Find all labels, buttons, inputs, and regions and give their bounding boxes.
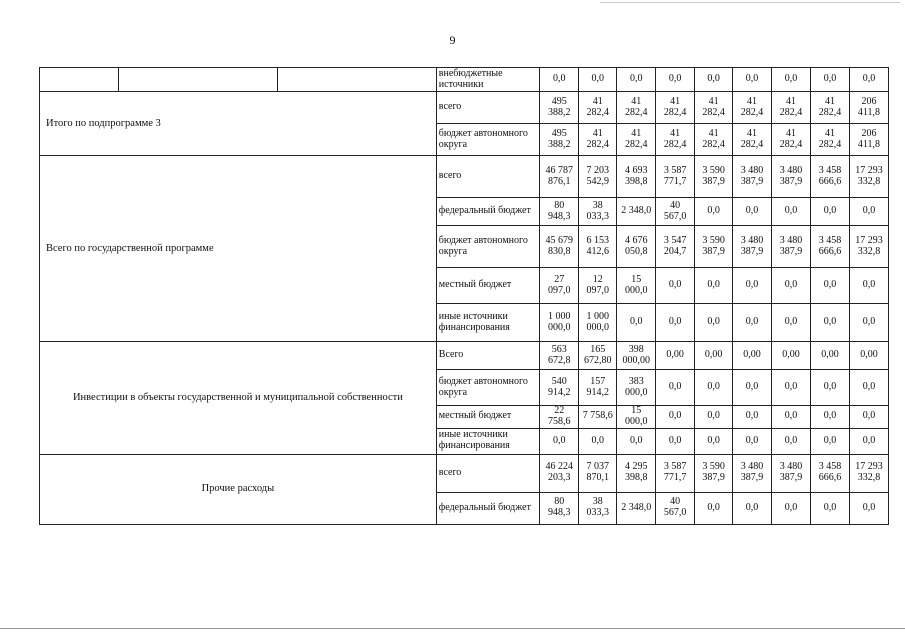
funding-source-cell: всего: [436, 454, 540, 492]
table-row: [40, 342, 889, 370]
value-cell: 0,00: [772, 342, 811, 370]
value-cell: 0,0: [733, 492, 772, 524]
page-number: 9: [449, 33, 456, 47]
value-cell: 0,0: [810, 198, 849, 226]
value-cell: 0,0: [810, 68, 849, 92]
value-cell: 6 153 412,6: [579, 226, 617, 268]
value-cell: 0,0: [656, 406, 695, 429]
value-cell: 0,0: [733, 370, 772, 406]
value-cell: 41 282,4: [617, 92, 656, 124]
value-cell: 0,0: [695, 428, 733, 454]
value-cell: 3 458 666,6: [810, 454, 849, 492]
empty-cell-3: [277, 68, 436, 92]
empty-cell-1: [40, 68, 119, 92]
value-cell: 0,0: [849, 428, 888, 454]
value-cell: 0,0: [695, 370, 733, 406]
value-cell: 0,0: [617, 428, 656, 454]
value-cell: 46 224 203,3: [540, 454, 579, 492]
value-cell: 3 480 387,9: [733, 156, 772, 198]
funding-source-cell: бюджет автономного округа: [436, 226, 540, 268]
value-cell: 41 282,4: [579, 92, 617, 124]
table-row: [40, 68, 889, 92]
value-cell: 3 480 387,9: [733, 226, 772, 268]
funding-source-cell: Всего: [436, 342, 540, 370]
value-cell: 206 411,8: [849, 92, 888, 124]
value-cell: 80 948,3: [540, 492, 579, 524]
funding-source-cell: иные источники финансирования: [436, 304, 540, 342]
value-cell: 0,0: [733, 68, 772, 92]
value-cell: 41 282,4: [733, 124, 772, 156]
value-cell: 0,0: [656, 68, 695, 92]
value-cell: 0,00: [849, 342, 888, 370]
value-cell: 0,00: [810, 342, 849, 370]
value-cell: 4 676 050,8: [617, 226, 656, 268]
funding-source-cell: федеральный бюджет: [436, 198, 540, 226]
scan-line-top: [600, 2, 900, 3]
value-cell: 15 000,0: [617, 268, 656, 304]
funding-source-cell: бюджет автономного округа: [436, 370, 540, 406]
value-cell: 0,0: [772, 304, 811, 342]
value-cell: 206 411,8: [849, 124, 888, 156]
value-cell: 540 914,2: [540, 370, 579, 406]
value-cell: 12 097,0: [579, 268, 617, 304]
value-cell: 3 590 387,9: [695, 454, 733, 492]
funding-source-cell: всего: [436, 92, 540, 124]
value-cell: 7 037 870,1: [579, 454, 617, 492]
value-cell: 0,0: [656, 428, 695, 454]
value-cell: 0,0: [810, 304, 849, 342]
value-cell: 22 758,6: [540, 406, 579, 429]
funding-source-cell: федеральный бюджет: [436, 492, 540, 524]
value-cell: 0,0: [733, 268, 772, 304]
value-cell: 3 590 387,9: [695, 226, 733, 268]
value-cell: 41 282,4: [656, 124, 695, 156]
funding-source-cell: местный бюджет: [436, 268, 540, 304]
section-label: Всего по государственной программе: [40, 156, 437, 342]
value-cell: 3 480 387,9: [772, 226, 811, 268]
value-cell: 40 567,0: [656, 198, 695, 226]
value-cell: 0,0: [695, 68, 733, 92]
value-cell: 0,0: [617, 68, 656, 92]
value-cell: 0,0: [695, 406, 733, 429]
value-cell: 0,0: [733, 428, 772, 454]
value-cell: 41 282,4: [617, 124, 656, 156]
value-cell: 495 388,2: [540, 124, 579, 156]
value-cell: 0,0: [540, 68, 579, 92]
value-cell: 0,0: [849, 492, 888, 524]
value-cell: 563 672,8: [540, 342, 579, 370]
value-cell: 0,0: [849, 268, 888, 304]
empty-cell-2: [118, 68, 277, 92]
value-cell: 0,0: [579, 68, 617, 92]
value-cell: 3 458 666,6: [810, 156, 849, 198]
value-cell: 0,0: [772, 428, 811, 454]
value-cell: 0,0: [733, 198, 772, 226]
budget-table: [39, 67, 889, 525]
value-cell: 2 348,0: [617, 492, 656, 524]
value-cell: 0,0: [772, 370, 811, 406]
value-cell: 15 000,0: [617, 406, 656, 429]
value-cell: 3 480 387,9: [733, 454, 772, 492]
value-cell: 0,0: [617, 304, 656, 342]
value-cell: 0,00: [695, 342, 733, 370]
funding-source-cell: иные источники финансирования: [436, 428, 540, 454]
value-cell: 17 293 332,8: [849, 156, 888, 198]
value-cell: 495 388,2: [540, 92, 579, 124]
value-cell: 0,0: [810, 268, 849, 304]
value-cell: 0,0: [772, 68, 811, 92]
value-cell: 0,0: [695, 268, 733, 304]
value-cell: 0,0: [810, 406, 849, 429]
value-cell: 41 282,4: [579, 124, 617, 156]
value-cell: 0,0: [656, 370, 695, 406]
value-cell: 7 203 542,9: [579, 156, 617, 198]
value-cell: 41 282,4: [772, 124, 811, 156]
value-cell: 41 282,4: [772, 92, 811, 124]
value-cell: 0,0: [849, 198, 888, 226]
value-cell: 3 480 387,9: [772, 454, 811, 492]
value-cell: 40 567,0: [656, 492, 695, 524]
value-cell: 0,0: [733, 304, 772, 342]
value-cell: 17 293 332,8: [849, 226, 888, 268]
value-cell: 0,0: [849, 406, 888, 429]
funding-source-cell: всего: [436, 156, 540, 198]
value-cell: 2 348,0: [617, 198, 656, 226]
funding-source-cell: местный бюджет: [436, 406, 540, 429]
value-cell: 0,0: [772, 198, 811, 226]
funding-source-cell: бюджет автономного округа: [436, 124, 540, 156]
value-cell: 38 033,3: [579, 492, 617, 524]
value-cell: 0,0: [579, 428, 617, 454]
value-cell: 398 000,00: [617, 342, 656, 370]
value-cell: 157 914,2: [579, 370, 617, 406]
value-cell: 80 948,3: [540, 198, 579, 226]
value-cell: 0,0: [656, 268, 695, 304]
value-cell: 27 097,0: [540, 268, 579, 304]
value-cell: 383 000,0: [617, 370, 656, 406]
value-cell: 0,0: [695, 198, 733, 226]
value-cell: 1 000 000,0: [579, 304, 617, 342]
value-cell: 0,00: [733, 342, 772, 370]
value-cell: 41 282,4: [695, 92, 733, 124]
value-cell: 45 679 830,8: [540, 226, 579, 268]
section-label: Инвестиции в объекты государственной и муниципальной собственности: [40, 342, 437, 455]
table-row: [40, 156, 889, 198]
table-body: [40, 68, 889, 525]
value-cell: 3 587 771,7: [656, 454, 695, 492]
value-cell: 3 587 771,7: [656, 156, 695, 198]
value-cell: 41 282,4: [733, 92, 772, 124]
value-cell: 0,0: [849, 370, 888, 406]
value-cell: 0,0: [772, 406, 811, 429]
section-label: Прочие расходы: [40, 454, 437, 524]
funding-source-cell: внебюджетные источники: [436, 68, 540, 92]
value-cell: 4 693 398,8: [617, 156, 656, 198]
value-cell: 41 282,4: [656, 92, 695, 124]
value-cell: 17 293 332,8: [849, 454, 888, 492]
value-cell: 0,0: [810, 492, 849, 524]
value-cell: 46 787 876,1: [540, 156, 579, 198]
value-cell: 0,0: [810, 428, 849, 454]
value-cell: 0,00: [656, 342, 695, 370]
value-cell: 41 282,4: [810, 92, 849, 124]
value-cell: 1 000 000,0: [540, 304, 579, 342]
value-cell: 3 480 387,9: [772, 156, 811, 198]
value-cell: 165 672,80: [579, 342, 617, 370]
value-cell: 0,0: [772, 492, 811, 524]
table-row: [40, 92, 889, 124]
value-cell: 0,0: [849, 304, 888, 342]
value-cell: 0,0: [772, 268, 811, 304]
value-cell: 41 282,4: [695, 124, 733, 156]
value-cell: 4 295 398,8: [617, 454, 656, 492]
value-cell: 3 590 387,9: [695, 156, 733, 198]
scan-line-bottom: [0, 628, 905, 629]
value-cell: 0,0: [849, 68, 888, 92]
section-label: Итого по подпрограмме 3: [40, 92, 437, 156]
value-cell: 0,0: [810, 370, 849, 406]
table-row: [40, 454, 889, 492]
value-cell: 0,0: [733, 406, 772, 429]
value-cell: 41 282,4: [810, 124, 849, 156]
value-cell: 3 547 204,7: [656, 226, 695, 268]
value-cell: 0,0: [540, 428, 579, 454]
value-cell: 0,0: [695, 492, 733, 524]
value-cell: 7 758,6: [579, 406, 617, 429]
value-cell: 3 458 666,6: [810, 226, 849, 268]
value-cell: 0,0: [695, 304, 733, 342]
value-cell: 0,0: [656, 304, 695, 342]
value-cell: 38 033,3: [579, 198, 617, 226]
